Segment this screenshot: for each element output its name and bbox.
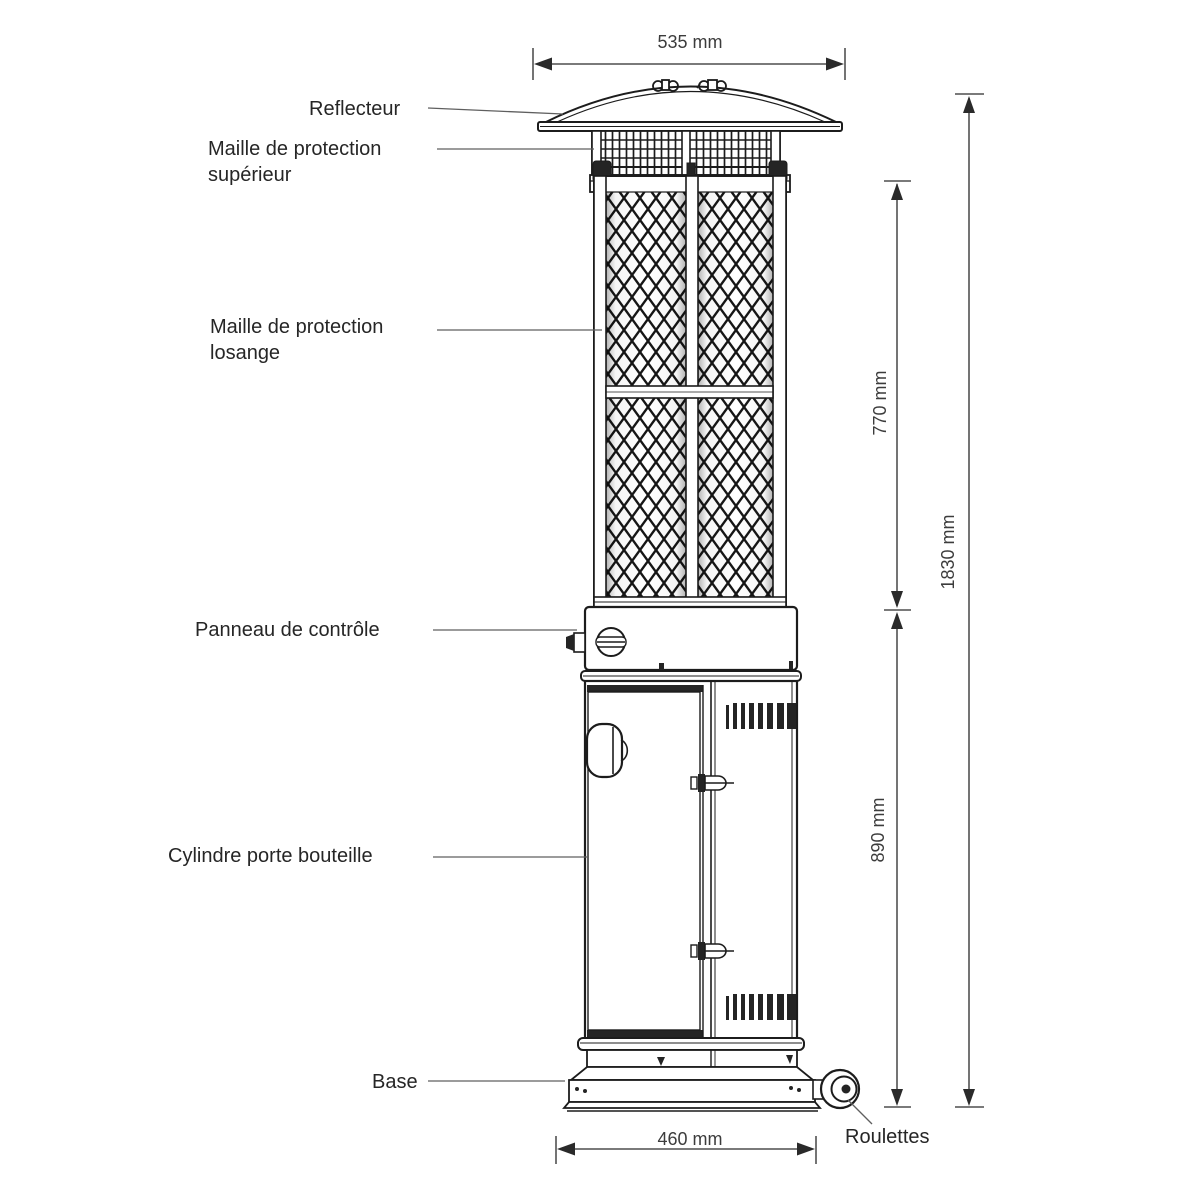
label-wheels: Roulettes xyxy=(845,1126,930,1148)
label-reflector: Reflecteur xyxy=(309,98,401,120)
label-control-panel: Panneau de contrôle xyxy=(195,619,380,641)
dim-text-reflector-width: 535 mm xyxy=(657,32,723,52)
base-drawing xyxy=(564,1038,820,1111)
label-bottle-cylinder: Cylindre porte bouteille xyxy=(168,845,373,867)
bottle-cylinder-drawing xyxy=(585,681,797,1041)
dim-text-lower-body-height: 890 mm xyxy=(868,797,888,863)
label-diamond-mesh-line1: Maille de protection xyxy=(210,316,384,338)
dim-text-total-height: 1830 mm xyxy=(938,514,958,590)
dim-total-height xyxy=(955,94,984,1107)
door-handle-icon xyxy=(587,724,627,777)
label-upper-mesh xyxy=(208,136,381,188)
wheel-drawing xyxy=(813,1070,859,1108)
label-upper-mesh-line1: Maille de protection xyxy=(208,138,382,160)
dim-text-emitter-height: 770 mm xyxy=(870,370,890,436)
reflector-dome xyxy=(538,80,842,131)
igniter-button-icon xyxy=(566,633,585,652)
leader-wheels xyxy=(848,1100,872,1124)
control-panel-drawing xyxy=(566,607,797,670)
body-collar xyxy=(581,671,801,681)
label-base: Base xyxy=(372,1071,418,1093)
dim-text-base-width: 460 mm xyxy=(657,1129,723,1149)
wing-nut-icon xyxy=(697,80,726,91)
upper-protection-mesh xyxy=(592,131,780,175)
leader-reflector xyxy=(428,108,563,114)
control-knob-icon xyxy=(596,628,626,656)
label-upper-mesh-line2: supérieur xyxy=(208,164,292,186)
diamond-protection-mesh xyxy=(594,176,786,607)
label-diamond-mesh-line2: losange xyxy=(210,342,281,364)
label-diamond-mesh xyxy=(210,314,383,366)
